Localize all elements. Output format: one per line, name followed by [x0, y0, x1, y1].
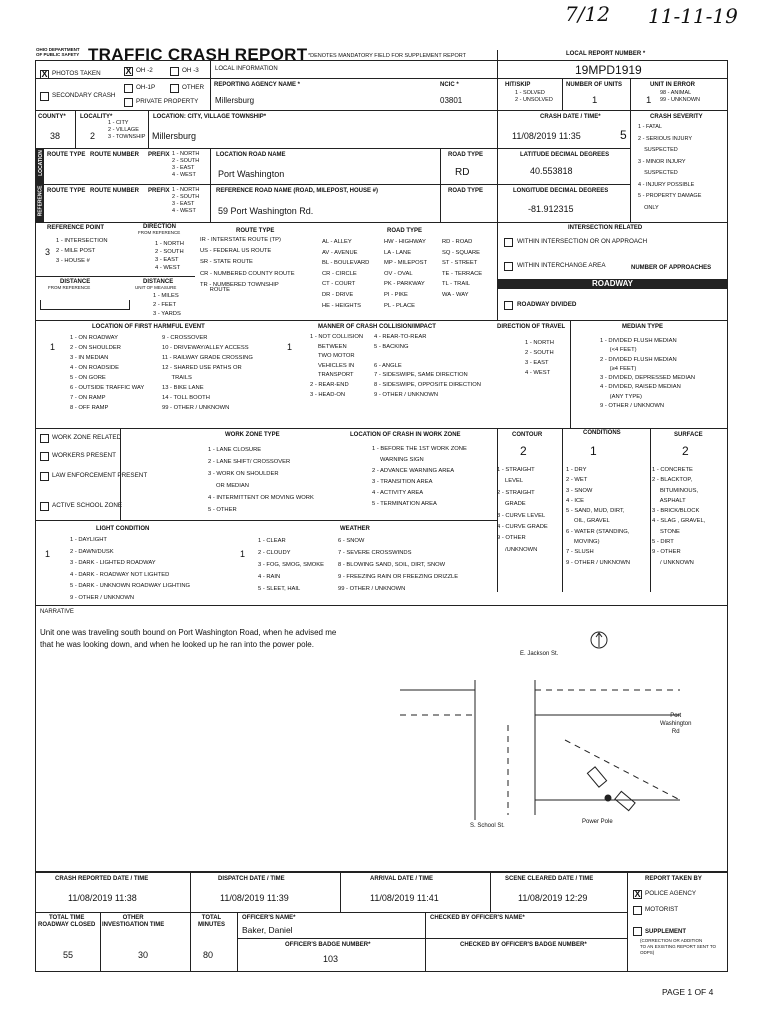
within-intersection-checkbox[interactable] [504, 238, 513, 247]
distance-options: 1 - MILES 2 - FEET 3 - YARDS [153, 293, 181, 317]
road-type-col3: RD - ROAD SQ - SQUARE ST - STREET TE - TERRACE TL - TRAIL WA - WAY [442, 239, 483, 298]
workers-present-label: WORKERS PRESENT [52, 452, 117, 459]
light-condition-value[interactable]: 1 [45, 549, 51, 559]
workers-present-checkbox[interactable] [40, 452, 49, 461]
light-condition-options: 1 - DAYLIGHT 2 - DAWN/DUSK 3 - DARK - LIGHTED ROADWAY 4 - DARK - ROADWAY NOT LIGHTED 5 - DARK - UNKNOWN ROADWAY LIGHTING 9 - OTHER / UNKNOWN [70, 537, 191, 601]
arrival-value[interactable]: 11/08/2019 11:41 [370, 893, 439, 903]
road-type-col1: AL - ALLEY AV - AVENUE BL - BOULEVARD CR - CIRCLE CT - COURT DR - DRIVE HE - HEIGHTS [322, 239, 370, 309]
prefix-options: 1 - NORTH 2 - SOUTH 3 - EAST 4 - WEST [172, 151, 200, 178]
secondary-crash-label: SECONDARY CRASH [52, 92, 116, 99]
active-school-zone-checkbox[interactable] [40, 502, 49, 511]
law-enforcement-checkbox[interactable] [40, 472, 49, 481]
location-label: LOCATION: CITY, VILLAGE TOWNSHIP* [153, 114, 267, 120]
road-type-label: ROAD TYPE [448, 152, 484, 158]
ref-route-type-label: ROUTE TYPE [47, 188, 86, 194]
motorist-label: MOTORIST [645, 906, 679, 913]
total-time-label: TOTAL TIME ROADWAY CLOSED [38, 915, 96, 928]
ncic-value[interactable]: 03801 [440, 96, 463, 105]
location-road-label: LOCATION ROAD NAME [216, 152, 286, 158]
light-condition-label: LIGHT CONDITION [96, 526, 150, 532]
work-zone-type-label: WORK ZONE TYPE [225, 432, 280, 438]
diagram-pole-label: Power Pole [582, 819, 613, 825]
locality-options: 1 - CITY 2 - VILLAGE 3 - TOWNSHIP [108, 120, 146, 140]
cleared-value[interactable]: 11/08/2019 12:29 [518, 893, 588, 903]
direction-of-travel-options: 1 - NORTH 2 - SOUTH 3 - EAST 4 - WEST [525, 340, 554, 376]
police-agency-label: POLICE AGENCY [645, 890, 697, 897]
hit-skip-label: HIT/SKIP [505, 82, 531, 88]
oh3-label: OH -3 [182, 67, 199, 74]
direction-label: DIRECTION [143, 224, 176, 230]
severity-label: CRASH SEVERITY [650, 114, 703, 120]
oh3-checkbox[interactable] [170, 67, 179, 76]
supplement-label: SUPPLEMENT [645, 929, 687, 935]
roadway-divided-checkbox[interactable] [504, 301, 513, 310]
local-report-number-label: LOCAL REPORT NUMBER * [566, 51, 646, 57]
surface-options: 1 - CONCRETE 2 - BLACKTOP, BITUMINOUS, ASPHALT 3 - BRICK/BLOCK 4 - SLAG , GRAVEL, STONE 5 - DIRT 9 - OTHER / UNKNOWN [652, 467, 706, 566]
work-zone-related-label: WORK ZONE RELATED [52, 434, 122, 441]
surface-label: SURFACE [674, 432, 703, 438]
direction-options: 1 - NORTH 2 - SOUTH 3 - EAST 4 - WEST [155, 241, 184, 271]
conditions-value[interactable]: 1 [590, 444, 597, 458]
arrival-label: ARRIVAL DATE / TIME [370, 876, 433, 882]
road-type-col2: HW - HIGHWAY LA - LANE MP - MILEPOST OV - OVAL PK - PARKWAY PI - PIKE PL - PLACE [384, 239, 428, 309]
reference-road-label: REFERENCE ROAD NAME (ROAD, MILEPOST, HOUSE #) [216, 188, 379, 194]
reported-label: CRASH REPORTED DATE / TIME [55, 876, 149, 882]
county-value[interactable]: 38 [50, 131, 61, 141]
within-interchange-checkbox[interactable] [504, 262, 513, 271]
longitude-label: LONGITUDE DECIMAL DEGREES [513, 188, 609, 194]
checked-by-label: CHECKED BY OFFICER'S NAME* [430, 915, 525, 921]
latitude-label: LATITUDE DECIMAL DEGREES [520, 152, 610, 158]
latitude-value[interactable]: 40.553818 [530, 166, 573, 176]
reporting-agency[interactable]: Millersburg [215, 96, 255, 105]
other-checkbox[interactable] [170, 84, 179, 93]
other-label: OTHER [182, 84, 205, 91]
ref-road-type-label: ROAD TYPE [448, 188, 484, 194]
contour-label: CONTOUR [512, 432, 543, 438]
distance-field[interactable] [40, 300, 130, 310]
badge-value[interactable]: 103 [323, 954, 339, 964]
supplement-checkbox[interactable] [633, 927, 642, 936]
unit-in-error-label: UNIT IN ERROR [650, 82, 695, 88]
oh1p-checkbox[interactable] [124, 84, 133, 93]
narrative-text[interactable]: Unit one was traveling south bound on Port Washington Road, when he advised me that he was looking down, and when he looked up he ran into the power pole. [40, 628, 337, 649]
work-zone-related-checkbox[interactable] [40, 434, 49, 443]
weather-col2: 6 - SNOW 7 - SEVERE CROSSWINDS 8 - BLOWING SAND, SOIL, DIRT, SNOW 9 - FREEZING RAIN OR FREEZING DRIZZLE 99 - OTHER / UNKNOWN [338, 538, 459, 592]
harmful-event-value[interactable]: 1 [50, 342, 56, 352]
work-zone-location-options: 1 - BEFORE THE 1ST WORK ZONE WARNING SIGN 2 - ADVANCE WARNING AREA 3 - TRANSITION AREA 4 - ACTIVITY AREA 5 - TERMINATION AREA [372, 446, 467, 507]
oh1p-label: OH-1P [136, 84, 156, 91]
secondary-crash-checkbox[interactable] [40, 92, 49, 101]
reference-road-value[interactable]: 59 Port Washington Rd. [218, 206, 314, 216]
surface-value[interactable]: 2 [682, 444, 689, 458]
manner-col2: 4 - REAR-TO-REAR 5 - BACKING 6 - ANGLE 7 - SIDESWIPE, SAME DIRECTION 8 - SIDESWIPE, OPPOSITE DIRECTION 9 - OTHER / UNKNOWN [374, 334, 481, 398]
unit-in-error-options: 98 - ANIMAL 99 - UNKNOWN [660, 90, 701, 103]
photos-taken-checkbox[interactable]: X [41, 69, 48, 79]
motorist-checkbox[interactable] [633, 906, 642, 915]
hit-skip-options: 1 - SOLVED 2 - UNSOLVED [515, 90, 553, 103]
distance-label: DISTANCE [60, 279, 91, 285]
roadway-divided-label: ROADWAY DIVIDED [517, 301, 577, 308]
diagram-street-right: Port Washington Rd [660, 713, 692, 735]
county-label: COUNTY* [38, 114, 66, 120]
agency-logo: OHIO DEPARTMENT OF PUBLIC SAFETY [36, 47, 80, 57]
distance-sub: FROM REFERENCE [48, 285, 91, 290]
crash-date-value[interactable]: 11/08/2019 11:35 [512, 131, 581, 141]
number-of-units-label: NUMBER OF UNITS [566, 82, 622, 88]
law-enforcement-label: LAW ENFORCEMENT PRESENT [52, 472, 148, 479]
ref-route-number-label: ROUTE NUMBER [90, 188, 139, 194]
dispatch-label: DISPATCH DATE / TIME [218, 876, 285, 882]
severity-value[interactable]: 5 [620, 128, 627, 142]
local-report-number[interactable]: 19MPD1919 [575, 63, 642, 77]
private-property-label: PRIVATE PROPERTY [136, 98, 199, 105]
reported-value[interactable]: 11/08/2019 11:38 [68, 893, 137, 903]
ref-prefix-label: PREFIX [148, 188, 170, 194]
harmful-col2: 9 - CROSSOVER 10 - DRIVEWAY/ALLEY ACCESS 11 - RAILWAY GRADE CROSSING 12 - SHARED USE PATHS OR TRAILS 13 - BIKE LANE 14 - TOLL BOOTH 99 - OTHER / UNKNOWN [162, 335, 253, 411]
crash-date-label: CRASH DATE / TIME* [540, 114, 601, 120]
badge-label: OFFICER'S BADGE NUMBER* [285, 942, 371, 948]
median-type-label: MEDIAN TYPE [622, 324, 664, 330]
side-reference-tab: REFERENCE [37, 185, 44, 217]
private-property-checkbox[interactable] [124, 98, 133, 107]
harmful-col1: 1 - ON ROADWAY 2 - ON SHOULDER 3 - IN MEDIAN 4 - ON ROADSIDE 5 - ON GORE 6 - OUTSIDE TRAFFIC WAY 7 - ON RAMP 8 - OFF RAMP [70, 335, 145, 411]
report-taken-label: REPORT TAKEN BY [645, 876, 702, 882]
manner-label: MANNER OF CRASH COLLISION/IMPACT [318, 324, 436, 330]
prefix-label: PREFIX [148, 152, 170, 158]
work-zone-location-label: LOCATION OF CRASH IN WORK ZONE [350, 432, 461, 438]
checked-badge-label: CHECKED BY OFFICER'S BADGE NUMBER* [460, 942, 587, 948]
number-of-approaches-label: NUMBER OF APPROACHES [631, 265, 712, 271]
report-title: TRAFFIC CRASH REPORT [88, 45, 308, 64]
reporting-agency-label: REPORTING AGENCY NAME * [214, 82, 301, 88]
ref-point-value[interactable]: 3 [45, 247, 51, 257]
conditions-label: CONDITIONS [583, 430, 621, 436]
police-agency-checkbox[interactable]: X [634, 889, 641, 899]
page-number: PAGE 1 OF 4 [662, 987, 714, 997]
route-type2-label: ROUTE TYPE [236, 228, 275, 234]
road-type2-label: ROAD TYPE [387, 228, 423, 234]
other-investigation-value[interactable]: 30 [138, 950, 149, 960]
severity-options: 1 - FATAL 2 - SERIOUS INJURY SUSPECTED 3 - MINOR INJURY SUSPECTED 4 - INJURY POSSIBLE 5 - PROPERTY DAMAGE ONLY [638, 124, 702, 211]
locality-value[interactable]: 2 [90, 131, 96, 141]
power-pole-icon [605, 795, 611, 801]
route-type-label: ROUTE TYPE [47, 152, 86, 158]
ref-point-label: REFERENCE POINT [47, 225, 105, 231]
weather-label: WEATHER [340, 526, 370, 532]
handwritten-mark: 7/12 [565, 2, 610, 26]
oh2-label: OH -2 [136, 67, 153, 74]
direction-sub: FROM REFERENCE [138, 230, 181, 235]
total-time-value[interactable]: 55 [63, 950, 74, 960]
weather-value[interactable]: 1 [240, 549, 246, 559]
ref-point-options: 1 - INTERSECTION 2 - MILE POST 3 - HOUSE # [56, 238, 108, 264]
total-minutes-label: TOTAL MINUTES [198, 915, 225, 928]
weather-col1: 1 - CLEAR 2 - CLOUDY 3 - FOG, SMOG, SMOKE 4 - RAIN 5 - SLEET, HAIL [258, 538, 325, 592]
longitude-value[interactable]: -81.912315 [528, 204, 574, 214]
diagram-street-top: E. Jackson St. [520, 651, 559, 657]
narrative-label: NARRATIVE [40, 609, 74, 615]
active-school-zone-label: ACTIVE SCHOOL ZONE [52, 502, 123, 509]
intersection-related-label: INTERSECTION RELATED [568, 225, 643, 231]
conditions-options: 1 - DRY 2 - WET 3 - SNOW 4 - ICE 5 - SAND, MUD, DIRT, OIL, GRAVEL 6 - WATER (STANDING, MOVING) 7 - SLUSH 9 - OTHER / UNKNOWN [566, 467, 631, 566]
side-location-tab: LOCATION [37, 150, 44, 176]
vehicle-icon [587, 767, 606, 787]
route-number-label: ROUTE NUMBER [90, 152, 139, 158]
cleared-label: SCENE CLEARED DATE / TIME [505, 876, 594, 882]
ncic-label: NCIC * [440, 82, 459, 88]
within-intersection-label: WITHIN INTERSECTION OR ON APPROACH [517, 238, 648, 245]
median-type-options: 1 - DIVIDED FLUSH MEDIAN (<4 FEET) 2 - DIVIDED FLUSH MEDIAN (≥4 FEET) 3 - DIVIDED, DEPRESSED MEDIAN 4 - DIVIDED, RAISED MEDIAN (ANY TYPE) 9 - OTHER / UNKNOWN [600, 338, 696, 410]
handwritten-date: 11-11-19 [648, 4, 738, 28]
locality-label: LOCALITY* [80, 114, 113, 120]
manner-col1: 1 - NOT COLLISION BETWEEN TWO MOTOR VEHICLES IN TRANSPORT 2 - REAR-END 3 - HEAD-ON [310, 334, 364, 398]
supplement-note: (CORRECTION OR ADDITION TO AN EXISTING REPORT SENT TO ODPS) [640, 938, 717, 955]
work-zone-type-options: 1 - LANE CLOSURE 2 - LANE SHIFT/ CROSSOVER 3 - WORK ON SHOULDER OR MEDIAN 4 - INTERMITTENT OR MOVING WORK 5 - OTHER [208, 447, 314, 513]
number-of-units[interactable]: 1 [592, 95, 598, 106]
location-road-value[interactable]: Port Washington [218, 169, 285, 179]
contour-value[interactable]: 2 [520, 444, 527, 458]
harmful-event-label: LOCATION OF FIRST HARMFUL EVENT [92, 324, 205, 330]
mandatory-note: *DENOTES MANDATORY FIELD FOR SUPPLEMENT REPORT [308, 53, 467, 59]
dispatch-value[interactable]: 11/08/2019 11:39 [220, 893, 289, 903]
direction-of-travel-label: DIRECTION OF TRAVEL [497, 324, 566, 330]
total-minutes-value[interactable]: 80 [203, 950, 214, 960]
route-type2-options: IR - INTERSTATE ROUTE (TP) US - FEDERAL US ROUTE SR - STATE ROUTE CR - NUMBERED COUNTY ROUTE TR - NUMBERED TOWNSHIP ROUTE [200, 237, 295, 294]
officer-name-value[interactable]: Baker, Daniel [242, 925, 293, 935]
location-value[interactable]: Millersburg [152, 131, 197, 141]
officer-name-label: OFFICER'S NAME* [242, 915, 296, 921]
contour-options: 1 - STRAIGHT LEVEL 2 - STRAIGHT GRADE 3 - CURVE LEVEL 4 - CURVE GRADE 9 - OTHER /UNKNOWN [497, 467, 548, 553]
roadway-band: ROADWAY [497, 279, 728, 289]
local-information-label: LOCAL INFORMATION [215, 66, 278, 72]
road-type-value[interactable]: RD [455, 167, 470, 178]
manner-value[interactable]: 1 [287, 342, 293, 352]
other-investigation-label: OTHER INVESTIGATION TIME [102, 915, 165, 928]
oh2-checkbox[interactable]: X [125, 66, 132, 76]
photos-taken-label: PHOTOS TAKEN [52, 70, 101, 77]
unit-in-error[interactable]: 1 [646, 95, 652, 106]
distance2-label: DISTANCE [143, 279, 174, 285]
ref-prefix-options: 1 - NORTH 2 - SOUTH 3 - EAST 4 - WEST [172, 187, 200, 214]
within-interchange-label: WITHIN INTERCHANGE AREA [517, 262, 606, 269]
diagram-street-bottom: S. School St. [470, 823, 505, 829]
distance2-sub: UNIT OF MEASURE [135, 285, 177, 290]
